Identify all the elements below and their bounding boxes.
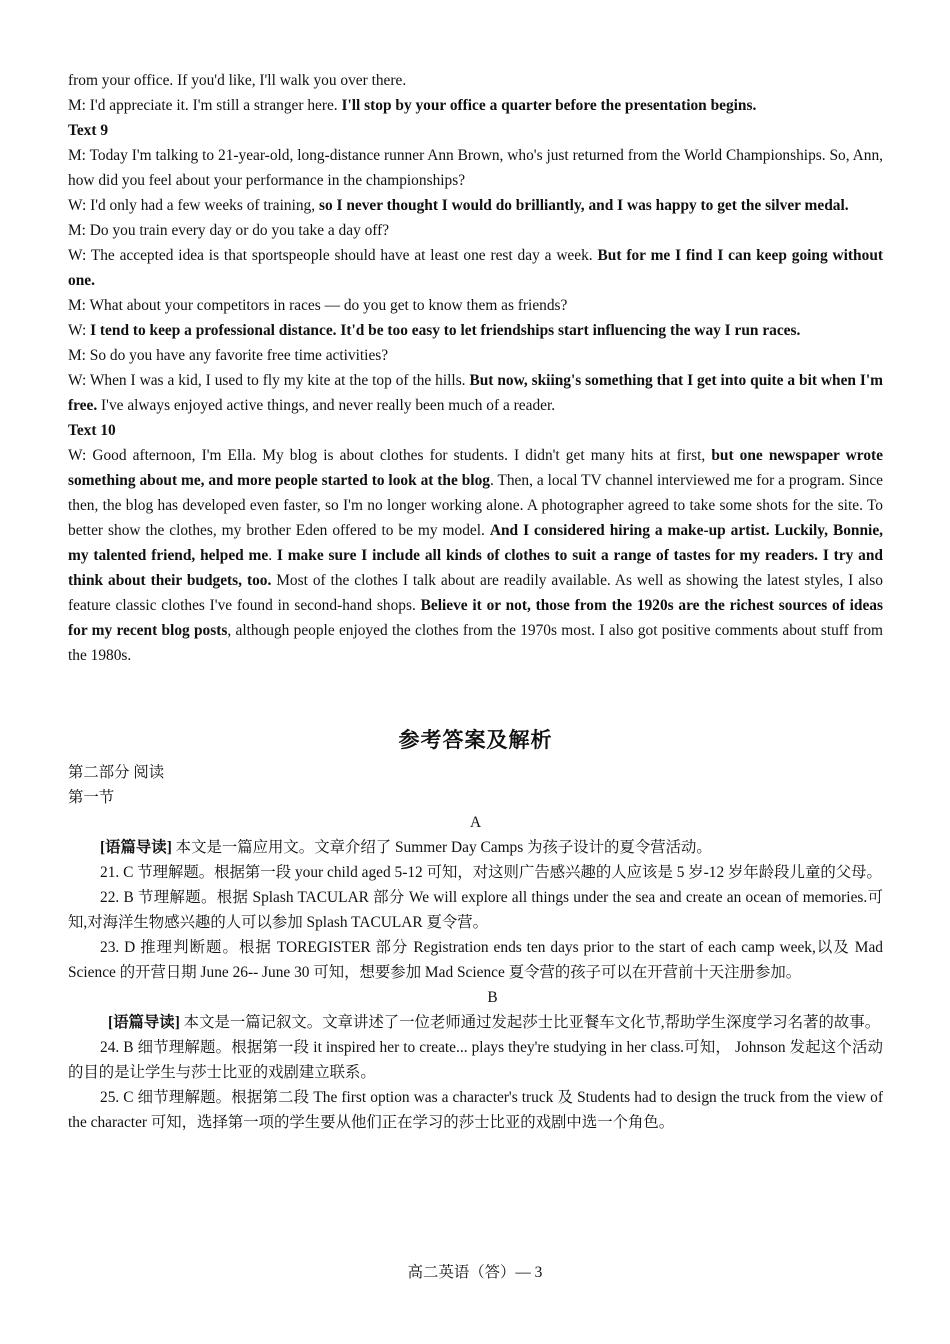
transcript-paragraph: W: Good afternoon, I'm Ella. My blog is about clothes for students. I didn't get many hits at first, but one newspaper wrote something about me, and more people started to look at the blog. Then, a local TV channel interviewed me for a program. Since then, the blog has developed even faster, so I'm no longer working alone. A photographer agreed to take some shots for the site. To better show the clothes, my brother Eden offered to be my model. And I considered hiring a make-up artist. Luckily, Bonnie, my talented friend, helped me. I make sure I include all kinds of clothes to suit a range of tastes for my readers. I try and think about their budgets, too. Most of the clothes I talk about are readily available. As well as showing the latest styles, I also feature classic clothes I've found in second-hand shops. Believe it or not, those from the 1920s are the richest sources of ideas for my recent blog posts, although people enjoyed the clothes from the 1970s most. I also got positive comments about stuff from the 1980s.: [68, 447, 884, 664]
answer-25: 25. C 细节理解题。根据第二段 The first option was a character's truck 及 Students had to design the truck from the view of the character 可知，选择第一项的学生要从他们正在学习的莎士比亚的戏剧中选一个角色。: [68, 1089, 883, 1131]
transcript-line: M: Today I'm talking to 21-year-old, long-distance runner Ann Brown, who's just returned from the World Championships. So, Ann, how did you feel about your performance in the championships?: [68, 147, 883, 189]
transcript-line: W: The accepted idea is that sportspeople should have at least one rest day a week. But for me I find I can keep going without one.: [68, 247, 883, 289]
page-footer: 高二英语（答）— 3: [407, 1264, 543, 1281]
answer-23: 23. D 推理判断题。根据 TOREGISTER 部分 Registration ends ten days prior to the start of each camp week,以及 Mad Science 的开营日期 June 26-- June 30 可知，想要参加 Mad Science 夏令营的孩子可以在开营前十天注册参加。: [68, 939, 883, 981]
passage-b-guide: [语篇导读] 本文是一篇记叙文。文章讲述了一位老师通过发起莎士比亚餐车文化节,帮助学生深度学习名著的故事。: [108, 1014, 881, 1031]
transcript-line: M: I'd appreciate it. I'm still a stranger here. I'll stop by your office a quarter before the presentation begins.: [68, 97, 757, 114]
transcript-line: W: I tend to keep a professional distance. It'd be too easy to let friendships start influencing the way I run races.: [68, 322, 801, 339]
answer-22: 22. B 节理解题。根据 Splash TACULAR 部分 We will explore all things under the sea and create an ocean of memories.可知,对海洋生物感兴趣的人可以参加 Splash TACULAR 夏令营。: [68, 889, 883, 931]
document-page: [68, 68, 883, 1135]
section-heading: 第一节: [68, 789, 115, 806]
transcript-line: from your office. If you'd like, I'll walk you over there.: [68, 72, 407, 89]
transcript-line: M: What about your competitors in races — do you get to know them as friends?: [68, 297, 568, 314]
transcript-line: M: So do you have any favorite free time activities?: [68, 347, 389, 364]
part-heading: 第二部分 阅读: [68, 764, 165, 781]
passage-a-guide: [语篇导读] 本文是一篇应用文。文章介绍了 Summer Day Camps 为孩子设计的夏令营活动。: [100, 839, 712, 856]
answer-24: 24. B 细节理解题。根据第一段 it inspired her to create... plays they're studying in her class.可知， Johnson 发起这个活动的目的是让学生与莎士比亚的戏剧建立联系。: [68, 1039, 883, 1081]
transcript-line: W: I'd only had a few weeks of training, so I never thought I would do brilliantly, and I was happy to get the silver medal.: [68, 197, 849, 214]
text9-heading: Text 9: [68, 122, 109, 139]
answers-title: 参考答案及解析: [398, 728, 553, 752]
transcript-line: M: Do you train every day or do you take a day off?: [68, 222, 390, 239]
passage-a-label: A: [469, 814, 482, 831]
text10-heading: Text 10: [68, 422, 116, 439]
answer-21: 21. C 节理解题。根据第一段 your child aged 5-12 可知，对这则广告感兴趣的人应该是 5 岁-12 岁年龄段儿童的父母。: [100, 864, 882, 881]
transcript-line: W: When I was a kid, I used to fly my kite at the top of the hills. But now, skiing's something that I get into quite a bit when I'm free. I've always enjoyed active things, and never really been much of a reader.: [68, 372, 883, 414]
passage-b-label: B: [487, 989, 498, 1006]
